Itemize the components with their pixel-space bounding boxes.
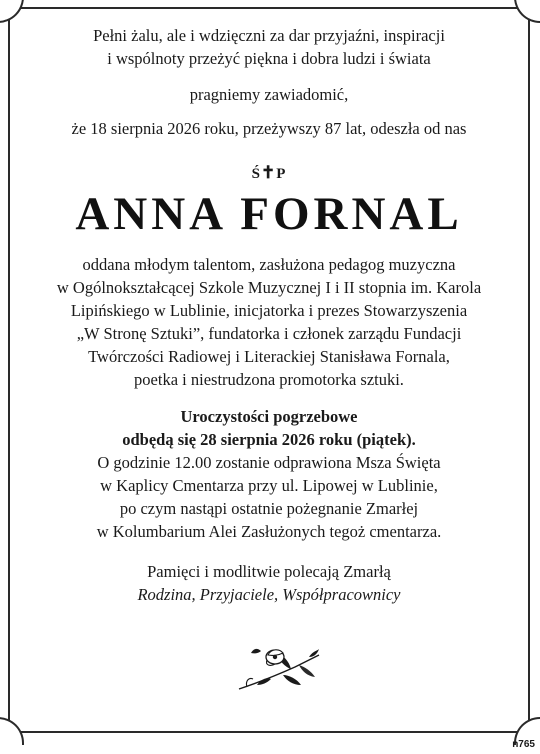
closing-block (8, 560, 530, 606)
bio-line: poetka i niestrudzona promotorka sztuki. (134, 370, 404, 389)
notice-code: n765 (512, 739, 535, 750)
funeral-line: w Kolumbarium Alei Zasłużonych tegoż cmentarza. (96, 522, 442, 541)
bio-line: Lipińskiego w Lublinie, inicjatorka i prezes Stowarzyszenia (70, 301, 468, 320)
intro-line: i wspólnoty przeżyć pięknа i dobra ludzi i świata (107, 49, 431, 68)
funeral-line: po czym nastąpi ostatnie pożegnanie Zmarłej (119, 499, 419, 518)
obituary-content (8, 7, 530, 606)
bio-paragraph (8, 253, 530, 391)
announce-line: pragniemy zawiadomić, (189, 85, 349, 104)
funeral-heading: Uroczystości pogrzebowe (180, 407, 358, 426)
sp-abbreviation (8, 164, 530, 183)
frame-corner (0, 717, 24, 745)
bio-line: w Ogólnokształcącej Szkole Muzycznej I i II stopnia im. Karola (56, 278, 482, 297)
cross-icon: ✝ (260, 163, 277, 182)
bio-line: „W Stronę Sztuki”, fundatorka i członek zarządu Fundacji (76, 324, 462, 343)
closing-line: Pamięci i modlitwie polecają Zmarłą (147, 562, 391, 581)
intro-paragraph (8, 24, 530, 70)
intro-line: Pełni żalu, ale i wdzięczni za dar przyjaźni, inspiracji (93, 26, 445, 45)
sp-letter-p: P (276, 166, 287, 182)
flower-branch-icon (237, 645, 321, 691)
funeral-line: w Kaplicy Cmentarza przy ul. Lipowej w Lublinie, (100, 476, 438, 495)
death-line: że 18 sierpnia 2026 roku, przeżywszy 87 lat, odeszła od nas (71, 119, 467, 138)
signature-line: Rodzina, Przyjaciele, Współpracownicy (137, 585, 401, 604)
funeral-paragraph (8, 405, 530, 543)
sp-letter-s: Ś (251, 166, 261, 182)
deceased-name: ANNA FORNAL (75, 188, 463, 240)
bio-line: Twórczości Radiowej i Literackiej Stanisława Fornala, (88, 347, 450, 366)
funeral-date: odbędą się 28 sierpnia 2026 roku (piątek). (122, 430, 416, 449)
bio-line: oddana młodym talentom, zasłużona pedagog muzyczna (82, 255, 456, 274)
funeral-line: O godzinie 12.00 zostanie odprawiona Msza Święta (97, 453, 441, 472)
